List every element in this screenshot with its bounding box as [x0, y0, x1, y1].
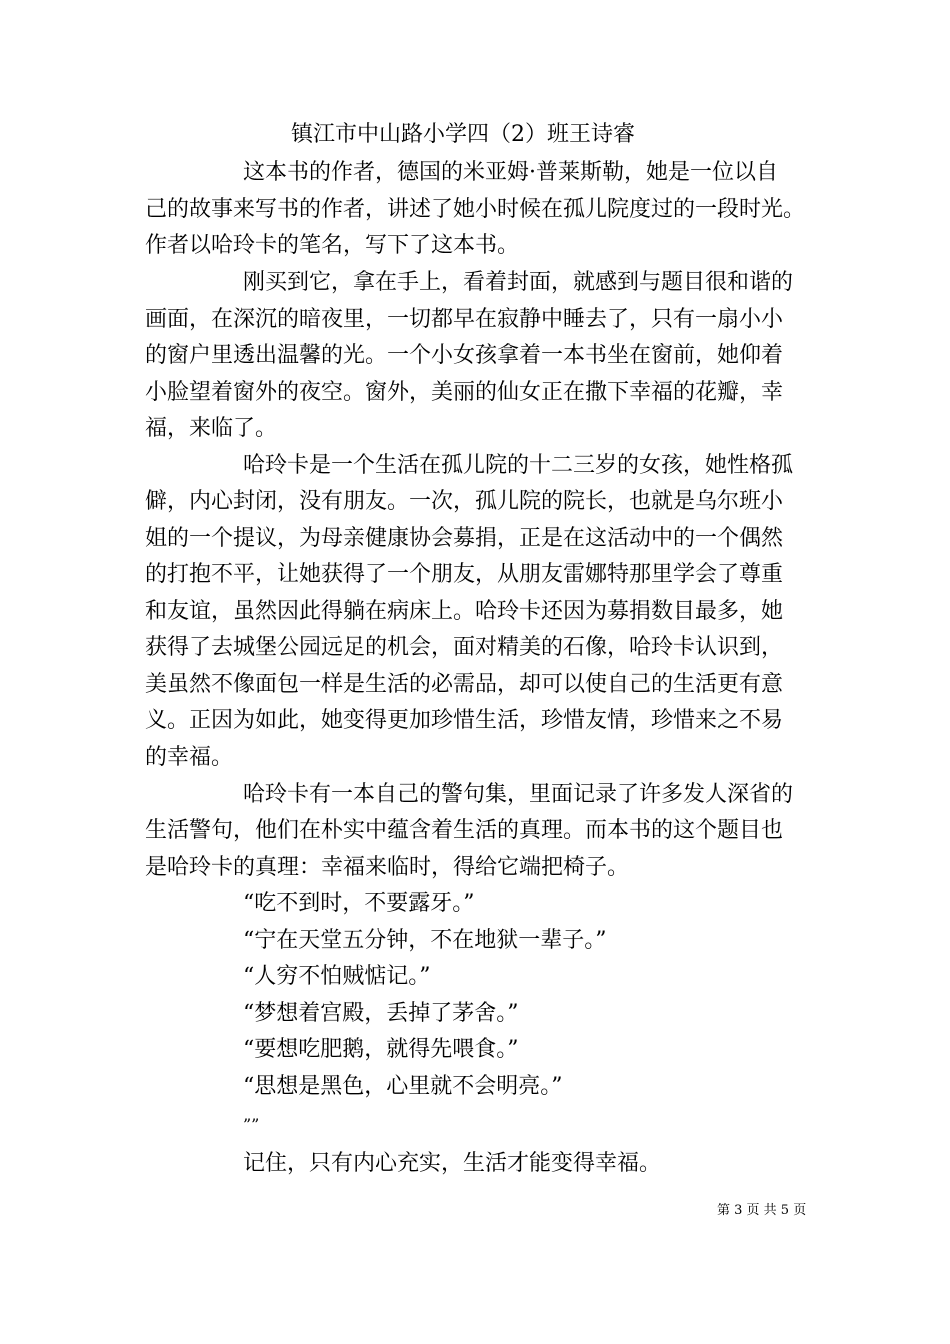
paragraph-4-line-3: 是哈玲卡的真理：幸福来临时，得给它端把椅子。 [145, 855, 630, 880]
document-title: 镇江市中山路小学四（2）班王诗睿 [291, 122, 635, 147]
quote-2: “宁在天堂五分钟，不在地狱一辈子。” [243, 928, 607, 953]
paragraph-3-line-4: 的打抱不平，让她获得了一个朋友，从朋友雷娜特那里学会了尊重 [145, 562, 784, 587]
quote-6: “思想是黑色，心里就不会明亮。” [243, 1074, 563, 1099]
paragraph-2-line-1: 刚买到它，拿在手上，看着封面，就感到与题目很和谐的 [243, 270, 794, 295]
paragraph-3-line-8: 义。正因为如此，她变得更加珍惜生活，珍惜友情，珍惜来之不易 [145, 708, 784, 733]
paragraph-1-line-3: 作者以哈玲卡的笔名，写下了这本书。 [145, 233, 520, 258]
quote-1: “吃不到时，不要露牙。” [243, 891, 475, 916]
paragraph-3-line-9: 的幸福。 [145, 745, 234, 770]
paragraph-3-line-7: 美虽然不像面包一样是生活的必需品，却可以使自己的生活更有意 [145, 672, 784, 697]
paragraph-2-line-3: 的窗户里透出温馨的光。一个小女孩拿着一本书坐在窗前，她仰着 [145, 343, 784, 368]
paragraph-2-line-2: 画面，在深沉的暗夜里，一切都早在寂静中睡去了，只有一扇小小 [145, 307, 784, 332]
paragraph-3-line-2: 僻，内心封闭，没有朋友。一次，孤儿院的院长，也就是乌尔班小 [145, 489, 784, 514]
paragraph-2-line-4: 小脸望着窗外的夜空。窗外，美丽的仙女正在撒下幸福的花瓣，幸 [145, 380, 784, 405]
paragraph-2-line-5: 福，来临了。 [145, 416, 278, 441]
paragraph-1-line-2: 己的故事来写书的作者，讲述了她小时候在孤儿院度过的一段时光。 [145, 197, 806, 222]
paragraph-4-line-2: 生活警句，他们在朴实中蕴含着生活的真理。而本书的这个题目也 [145, 818, 784, 843]
paragraph-3-line-1: 哈玲卡是一个生活在孤儿院的十二三岁的女孩，她性格孤 [243, 453, 794, 478]
paragraph-3-line-5: 和友谊，虽然因此得躺在病床上。哈玲卡还因为募捐数目最多，她 [145, 599, 784, 624]
quote-5: “要想吃肥鹅，就得先喂食。” [243, 1037, 519, 1062]
closing-sentence: 记住，只有内心充实，生活才能变得幸福。 [243, 1151, 662, 1176]
page-number-footer: 第 3 页 共 5 页 [717, 1203, 807, 1218]
quote-4: “梦想着宫殿，丢掉了茅舍。” [243, 1001, 519, 1026]
paragraph-3-line-3: 姐的一个提议，为母亲健康协会募捐，正是在这活动中的一个偶然 [145, 526, 784, 551]
quote-3: “人穷不怕贼惦记。” [243, 964, 431, 989]
paragraph-1-line-1: 这本书的作者，德国的米亚姆·普莱斯勒，她是一位以自 [243, 160, 778, 185]
paragraph-4-line-1: 哈玲卡有一本自己的警句集，里面记录了许多发人深省的 [243, 782, 794, 807]
quote-ellipsis: ”” [243, 1115, 260, 1134]
paragraph-3-line-6: 获得了去城堡公园远足的机会，面对精美的石像，哈玲卡认识到， [145, 635, 784, 660]
